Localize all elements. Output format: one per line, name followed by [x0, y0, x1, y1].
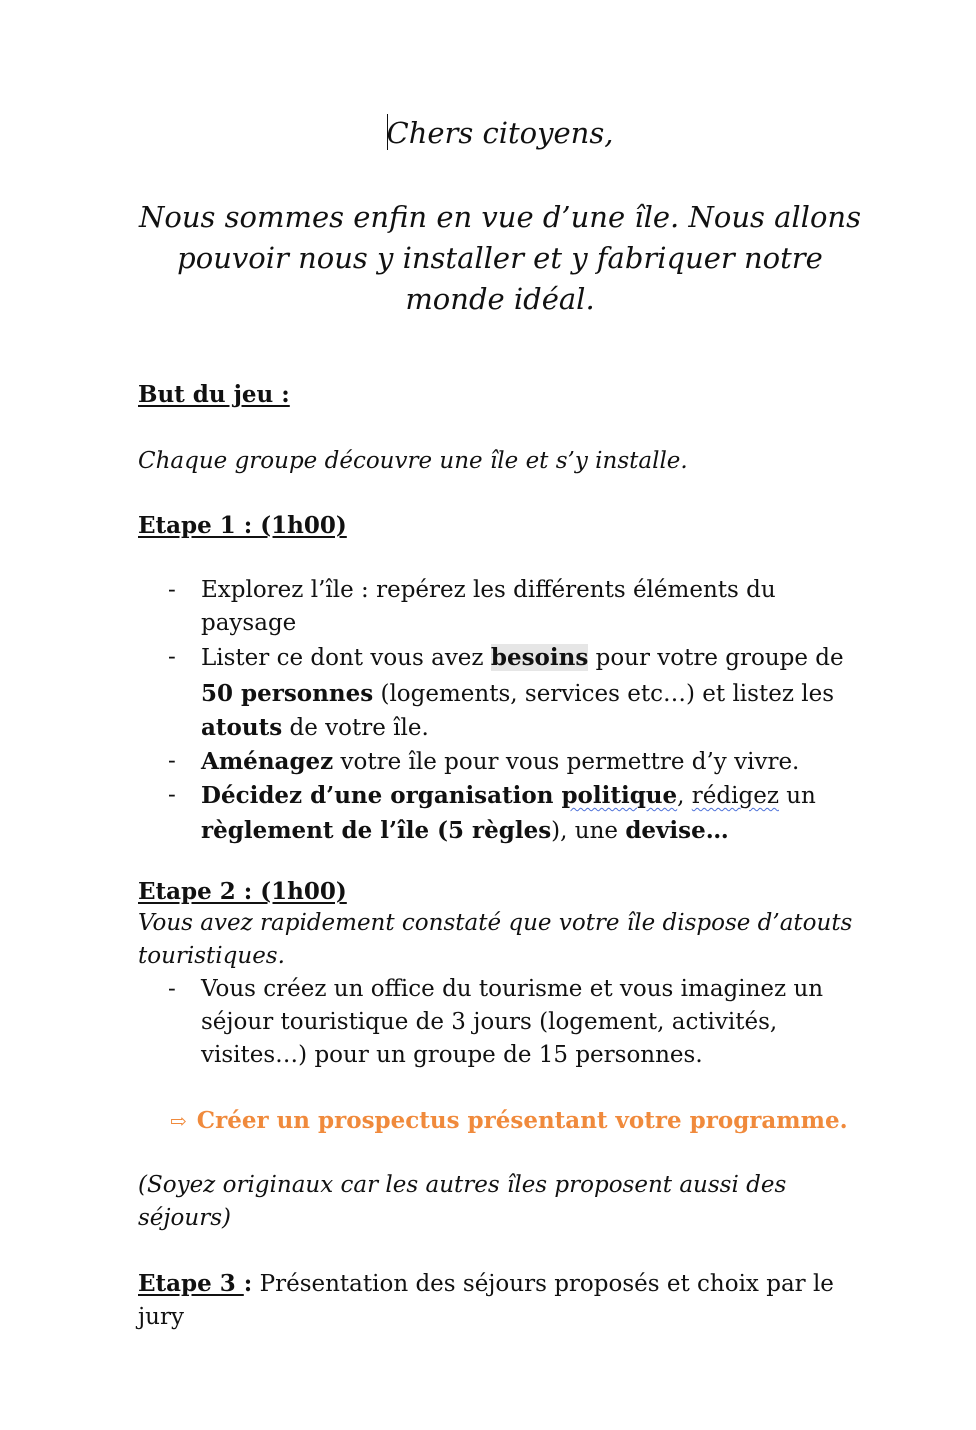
keyword-devise: devise…	[625, 817, 729, 844]
list-item	[138, 779, 858, 848]
list-marker: -	[168, 976, 176, 1002]
item-line: paysage	[201, 610, 297, 636]
item-line: Explorez l’île : repérez les différents éléments du	[201, 577, 776, 603]
item-line	[201, 677, 858, 711]
text-run: Présentation des séjours proposés et choix par le	[252, 1271, 834, 1297]
step3-paragraph	[138, 1267, 858, 1334]
list-marker: -	[168, 748, 176, 774]
keyword-besoins: besoins	[490, 644, 589, 671]
step3-colon: :	[243, 1270, 253, 1297]
step3-heading: Etape 3	[138, 1270, 244, 1297]
goal-heading: But du jeu :	[138, 381, 290, 408]
text-run: ), une	[551, 818, 626, 844]
intro-paragraph	[0, 197, 976, 320]
step2-intro	[138, 907, 852, 973]
item-line	[201, 814, 858, 848]
keyword-politique: politique	[561, 782, 678, 809]
arrow-right-outline-icon: ⇨	[170, 1109, 187, 1133]
keyword-amenagez: Aménagez	[201, 748, 334, 775]
list-marker: -	[168, 577, 176, 603]
intro-line: pouvoir nous y installer et y fabriquer notre	[177, 241, 823, 275]
spellcheck-word: rédigez	[691, 783, 779, 809]
intro-line: touristiques.	[138, 943, 285, 969]
action-text: Créer un prospectus présentant votre programme.	[196, 1107, 848, 1134]
step2-heading: Etape 2 : (1h00)	[138, 878, 347, 905]
text-run: de votre île.	[282, 715, 429, 741]
text-run: pour votre groupe de	[588, 645, 844, 671]
text-run: ,	[677, 783, 692, 809]
list-item	[138, 745, 858, 779]
step2-list	[138, 973, 858, 1072]
step3-line	[138, 1267, 858, 1301]
keyword-50-personnes: 50 personnes	[201, 680, 374, 707]
item-line	[201, 711, 858, 745]
list-item	[138, 641, 858, 745]
item-line: séjour touristique de 3 jours (logement, activités,	[201, 1009, 778, 1035]
list-marker: -	[168, 644, 176, 670]
greeting	[0, 113, 976, 154]
step1-list	[138, 574, 858, 848]
list-marker: -	[168, 782, 176, 808]
list-item	[138, 973, 858, 1072]
item-line	[201, 641, 858, 675]
step2-note	[138, 1169, 786, 1235]
intro-line: Nous sommes enfin en vue d’une île. Nous allons	[139, 200, 861, 234]
text-run: (logements, services etc…) et listez les	[373, 681, 835, 707]
step3-line: jury	[138, 1304, 184, 1330]
note-line: (Soyez originaux car les autres îles proposent aussi des	[138, 1172, 787, 1198]
keyword-reglement: règlement de l’île (5 règles	[201, 817, 552, 844]
step1-heading: Etape 1 : (1h00)	[138, 512, 347, 539]
action-line	[170, 1104, 848, 1138]
intro-line: monde idéal.	[405, 282, 595, 316]
note-line: séjours)	[138, 1205, 231, 1231]
greeting-text: Chers citoyens,	[386, 116, 614, 150]
item-line	[201, 745, 858, 779]
item-line: Vous créez un office du tourisme et vous imaginez un	[201, 976, 824, 1002]
list-item	[138, 574, 858, 640]
text-run: Lister ce dont vous avez	[201, 645, 491, 671]
keyword-decidez: Décidez d’une organisation	[201, 782, 562, 809]
goal-text: Chaque groupe découvre une île et s’y installe.	[138, 448, 688, 474]
item-line: visites…) pour un groupe de 15 personnes.	[201, 1042, 703, 1068]
item-line	[201, 779, 858, 813]
text-run: votre île pour vous permettre d’y vivre.	[333, 749, 800, 775]
intro-line: Vous avez rapidement constaté que votre île dispose d’atouts	[138, 910, 853, 936]
text-run: un	[778, 783, 816, 809]
keyword-atouts: atouts	[201, 714, 283, 741]
